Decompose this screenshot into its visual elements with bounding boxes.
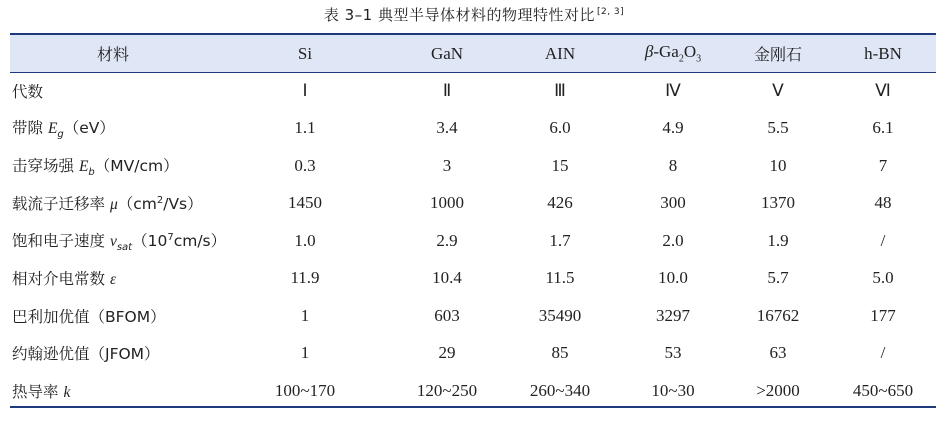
- table-cell: 7: [878, 155, 888, 175]
- table-cell: 1.7: [549, 230, 571, 250]
- table-cell: Ⅱ: [442, 80, 452, 100]
- header-si: Si: [297, 43, 313, 63]
- table-cell: 3.4: [436, 118, 458, 138]
- row-label: 饱和电子速度 $v_{sat}(10^7cm/s)$: [12, 231, 227, 253]
- header-hbn: h-BN: [864, 43, 902, 63]
- table-cell: 35490: [538, 305, 582, 325]
- table-cell: 10.0: [658, 268, 688, 288]
- caption-reference: [2, 3]: [596, 7, 625, 17]
- table-row: [10, 72, 936, 110]
- table-cell: 603: [434, 305, 460, 325]
- row-label: 约翰逊优值（JFOM）: [12, 345, 160, 364]
- table-caption: [0, 4, 948, 25]
- table-cell: 1: [300, 305, 310, 325]
- header-material-label: 材料: [96, 45, 129, 64]
- table-cell: 10~30: [651, 380, 695, 400]
- header-ain: AIN: [544, 43, 576, 63]
- row-label: 带隙 $E_g(eV)$: [12, 119, 115, 141]
- table-cell: 5.0: [872, 268, 894, 288]
- header-diamond: 金刚石: [753, 45, 802, 64]
- table-cell: 450~650: [852, 380, 914, 400]
- table-row: [10, 372, 936, 410]
- properties-table: [10, 35, 936, 410]
- table-cell: 1370: [761, 193, 795, 213]
- table-cell: Ⅲ: [554, 80, 566, 100]
- row-label: 热导率 k: [12, 382, 71, 401]
- header-row: [10, 35, 936, 72]
- table-row: [10, 147, 936, 185]
- table-cell: 5.5: [767, 118, 789, 138]
- table-cell: 11.9: [290, 268, 320, 288]
- table-row: [10, 260, 936, 298]
- table-cell: 177: [870, 305, 896, 325]
- table-row: [10, 297, 936, 335]
- table-cell: 48: [874, 193, 892, 213]
- table-cell: 1.0: [294, 230, 316, 250]
- row-label: 相对介电常数 ε: [12, 270, 117, 289]
- table-cell: 53: [664, 343, 682, 363]
- table-cell: 8: [668, 155, 678, 175]
- table-cell: 1: [300, 343, 310, 363]
- table-cell: 85: [551, 343, 569, 363]
- row-label: 击穿场强 $E_b(MV/cm)$: [12, 156, 179, 178]
- row-label: 巴利加优值（BFOM）: [12, 307, 166, 326]
- table-cell: 6.0: [549, 118, 571, 138]
- row-label: 代数: [12, 82, 44, 101]
- table-cell: 15: [551, 155, 569, 175]
- table-cell: 6.1: [872, 118, 894, 138]
- table-cell: 5.7: [767, 268, 789, 288]
- header-gan: GaN: [430, 43, 464, 63]
- table-cell: 300: [660, 193, 686, 213]
- table-row: [10, 110, 936, 148]
- table-cell: 1.1: [294, 118, 316, 138]
- table-cell: Ⅵ: [875, 80, 891, 100]
- caption-text: 表 3–1 典型半导体材料的物理特性对比: [323, 6, 595, 24]
- table-cell: Ⅴ: [772, 80, 784, 100]
- table-cell: 29: [438, 343, 456, 363]
- table-cell: 4.9: [662, 118, 684, 138]
- table-cell: 1450: [288, 193, 322, 213]
- table-cell: >2000: [756, 380, 800, 400]
- table-cell: Ⅳ: [665, 80, 681, 100]
- table-row: [10, 335, 936, 373]
- table-cell: Ⅰ: [302, 80, 308, 100]
- table-cell: 3297: [656, 305, 690, 325]
- table-cell: 120~250: [416, 380, 478, 400]
- table-cell: 63: [769, 343, 787, 363]
- table-cell: 16762: [756, 305, 800, 325]
- table-cell: /: [880, 230, 886, 250]
- table-cell: 260~340: [529, 380, 591, 400]
- table-cell: 1000: [430, 193, 464, 213]
- header-ga2o3: $\beta-Ga_2O_3$: [644, 42, 702, 65]
- table-cell: 3: [442, 155, 452, 175]
- table-cell: 11.5: [545, 268, 575, 288]
- table-cell: 426: [547, 193, 573, 213]
- table-cell: 10.4: [432, 268, 462, 288]
- table-row: [10, 185, 936, 223]
- table-cell: 2.0: [662, 230, 684, 250]
- table-cell: 2.9: [436, 230, 458, 250]
- table-row: [10, 222, 936, 260]
- table-cell: 1.9: [767, 230, 789, 250]
- row-label: 载流子迁移率 $\mu(cm^2/Vs)$: [12, 195, 203, 214]
- table-cell: 0.3: [294, 155, 316, 175]
- table-cell: /: [880, 343, 886, 363]
- table-cell: 100~170: [274, 380, 336, 400]
- table-cell: 10: [769, 155, 787, 175]
